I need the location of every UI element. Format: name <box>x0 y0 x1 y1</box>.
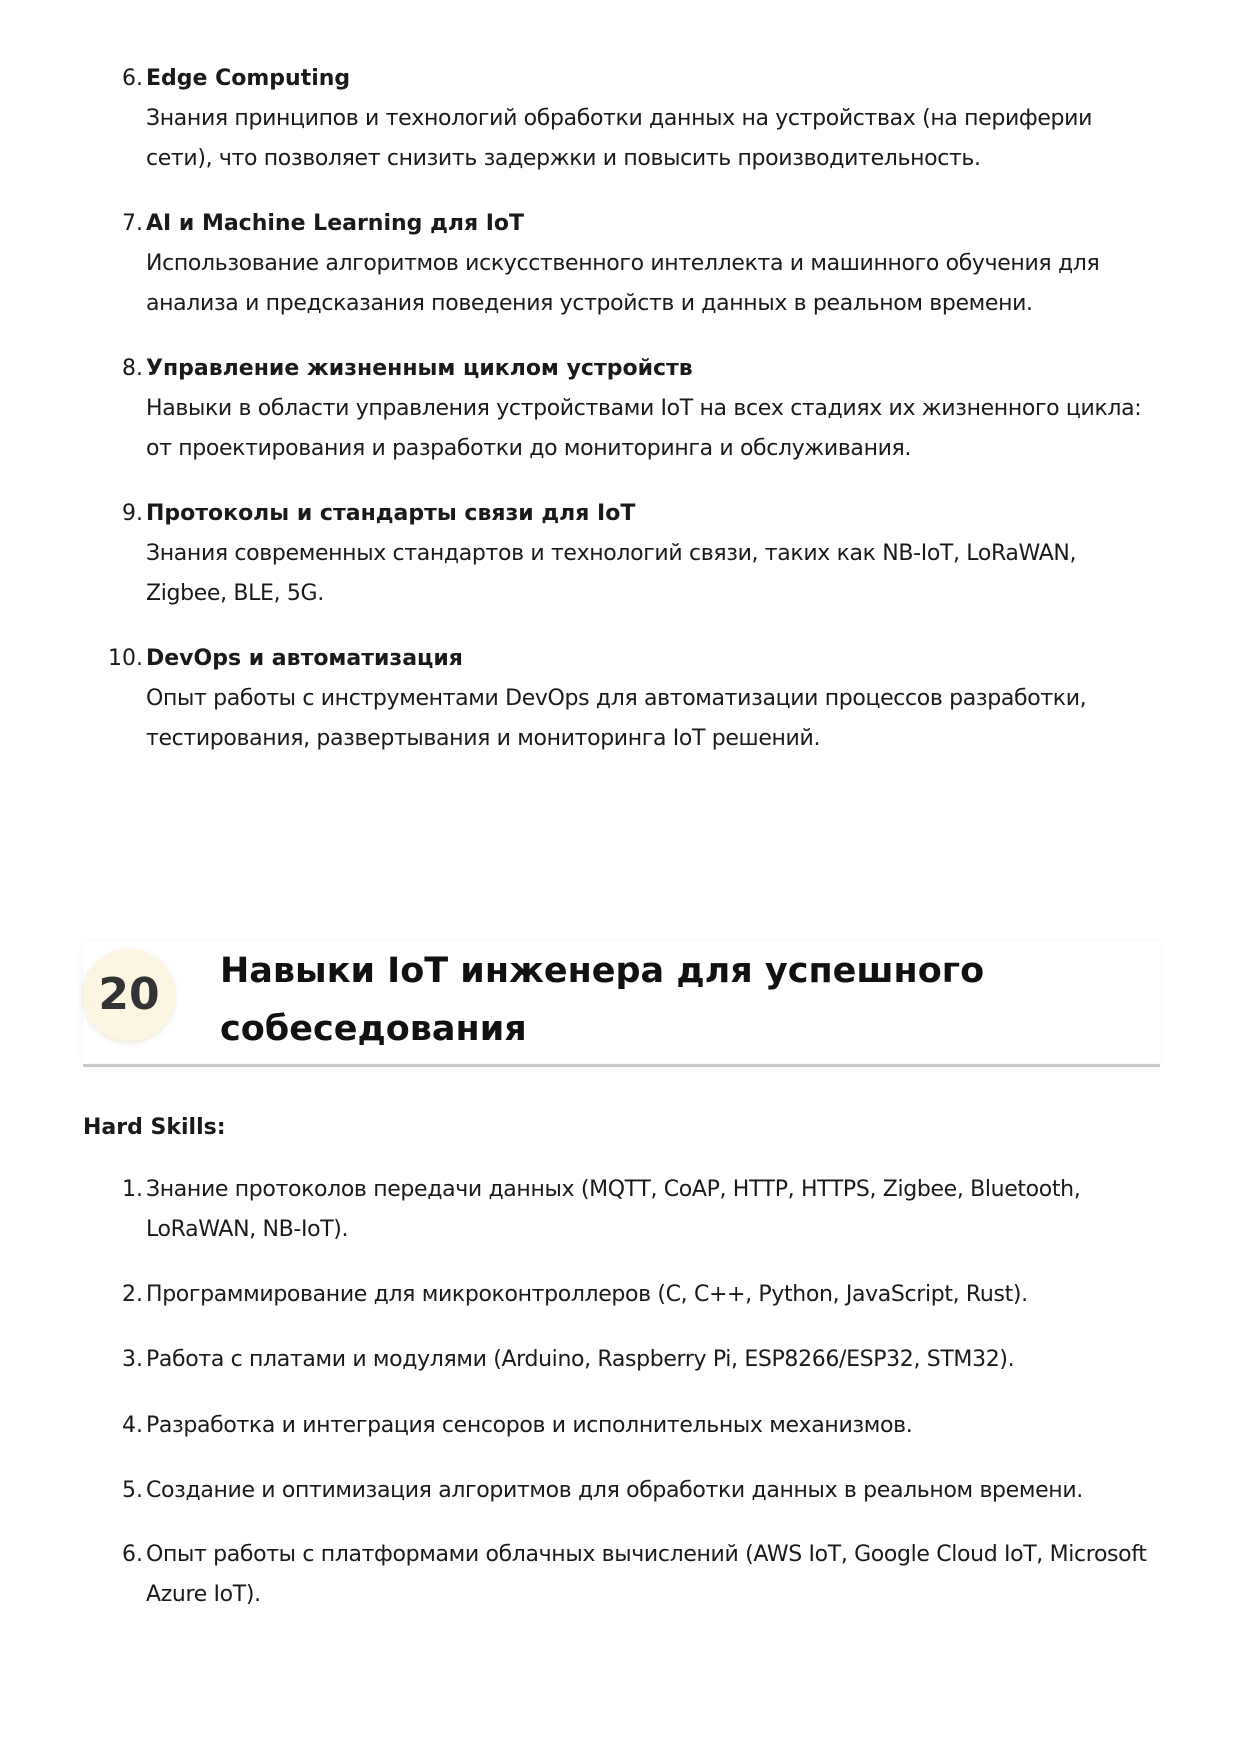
list-item-title: Управление жизненным циклом устройств <box>146 356 693 381</box>
list-item-number: 9. <box>122 501 143 526</box>
list-item-number: 8. <box>122 356 143 381</box>
list-item-title: Edge Computing <box>146 66 351 91</box>
list-item-text: Разработка и интеграция сенсоров и исполнительных механизмов. <box>146 1413 913 1438</box>
list-item-number: 10. <box>108 646 143 671</box>
hard-skills-label: Hard Skills: <box>83 1115 226 1140</box>
list-item-number: 6. <box>122 1542 143 1567</box>
list-item-description: Навыки в области управления устройствами IoT на всех стадиях их жизненного цикла: от проектирования и разработки до мониторинга и обслуживания. <box>146 396 1142 461</box>
section-title: Навыки IoT инженера для успешного собеседования <box>220 951 985 1049</box>
list-item-number: 7. <box>122 211 143 236</box>
section-header <box>83 942 1160 1066</box>
list-item-number: 6. <box>122 66 143 91</box>
list-item-description: Использование алгоритмов искусственного интеллекта и машинного обучения для анализа и предсказания поведения устройств и данных в реальном времени. <box>146 251 1100 316</box>
list-item-text: Опыт работы с платформами облачных вычислений (AWS IoT, Google Cloud IoT, Microsoft Azure IoT). <box>146 1542 1147 1607</box>
section-number: 20 <box>98 969 160 1020</box>
list-item-text: Знание протоколов передачи данных (MQTT, CoAP, HTTP, HTTPS, Zigbee, Bluetooth, LoRaWAN, NB-IoT). <box>146 1177 1081 1242</box>
list-item-number: 4. <box>122 1413 143 1438</box>
list-item-title: Протоколы и стандарты связи для IoT <box>146 501 636 526</box>
list-item-description: Знания современных стандартов и технологий связи, таких как NB-IoT, LoRaWAN, Zigbee, BLE, 5G. <box>146 541 1077 606</box>
list-item-title: DevOps и автоматизация <box>146 646 463 671</box>
list-item-number: 3. <box>122 1347 143 1372</box>
list-item-number: 2. <box>122 1282 143 1307</box>
list-item-text: Создание и оптимизация алгоритмов для обработки данных в реальном времени. <box>146 1478 1083 1503</box>
list-item-number: 1. <box>122 1177 143 1202</box>
list-item-text: Программирование для микроконтроллеров (C, C++, Python, JavaScript, Rust). <box>146 1282 1028 1307</box>
list-item-title: AI и Machine Learning для IoT <box>146 211 525 236</box>
list-item-description: Знания принципов и технологий обработки данных на устройствах (на периферии сети), что позволяет снизить задержки и повысить производительность. <box>146 106 1093 171</box>
list-item-description: Опыт работы с инструментами DevOps для автоматизации процессов разработки, тестирования, развертывания и мониторинга IoT решений. <box>146 686 1087 751</box>
list-item-number: 5. <box>122 1478 143 1503</box>
section-divider <box>83 1064 1160 1067</box>
list-item-text: Работа с платами и модулями (Arduino, Raspberry Pi, ESP8266/ESP32, STM32). <box>146 1347 1015 1372</box>
section-number-badge <box>83 949 175 1041</box>
